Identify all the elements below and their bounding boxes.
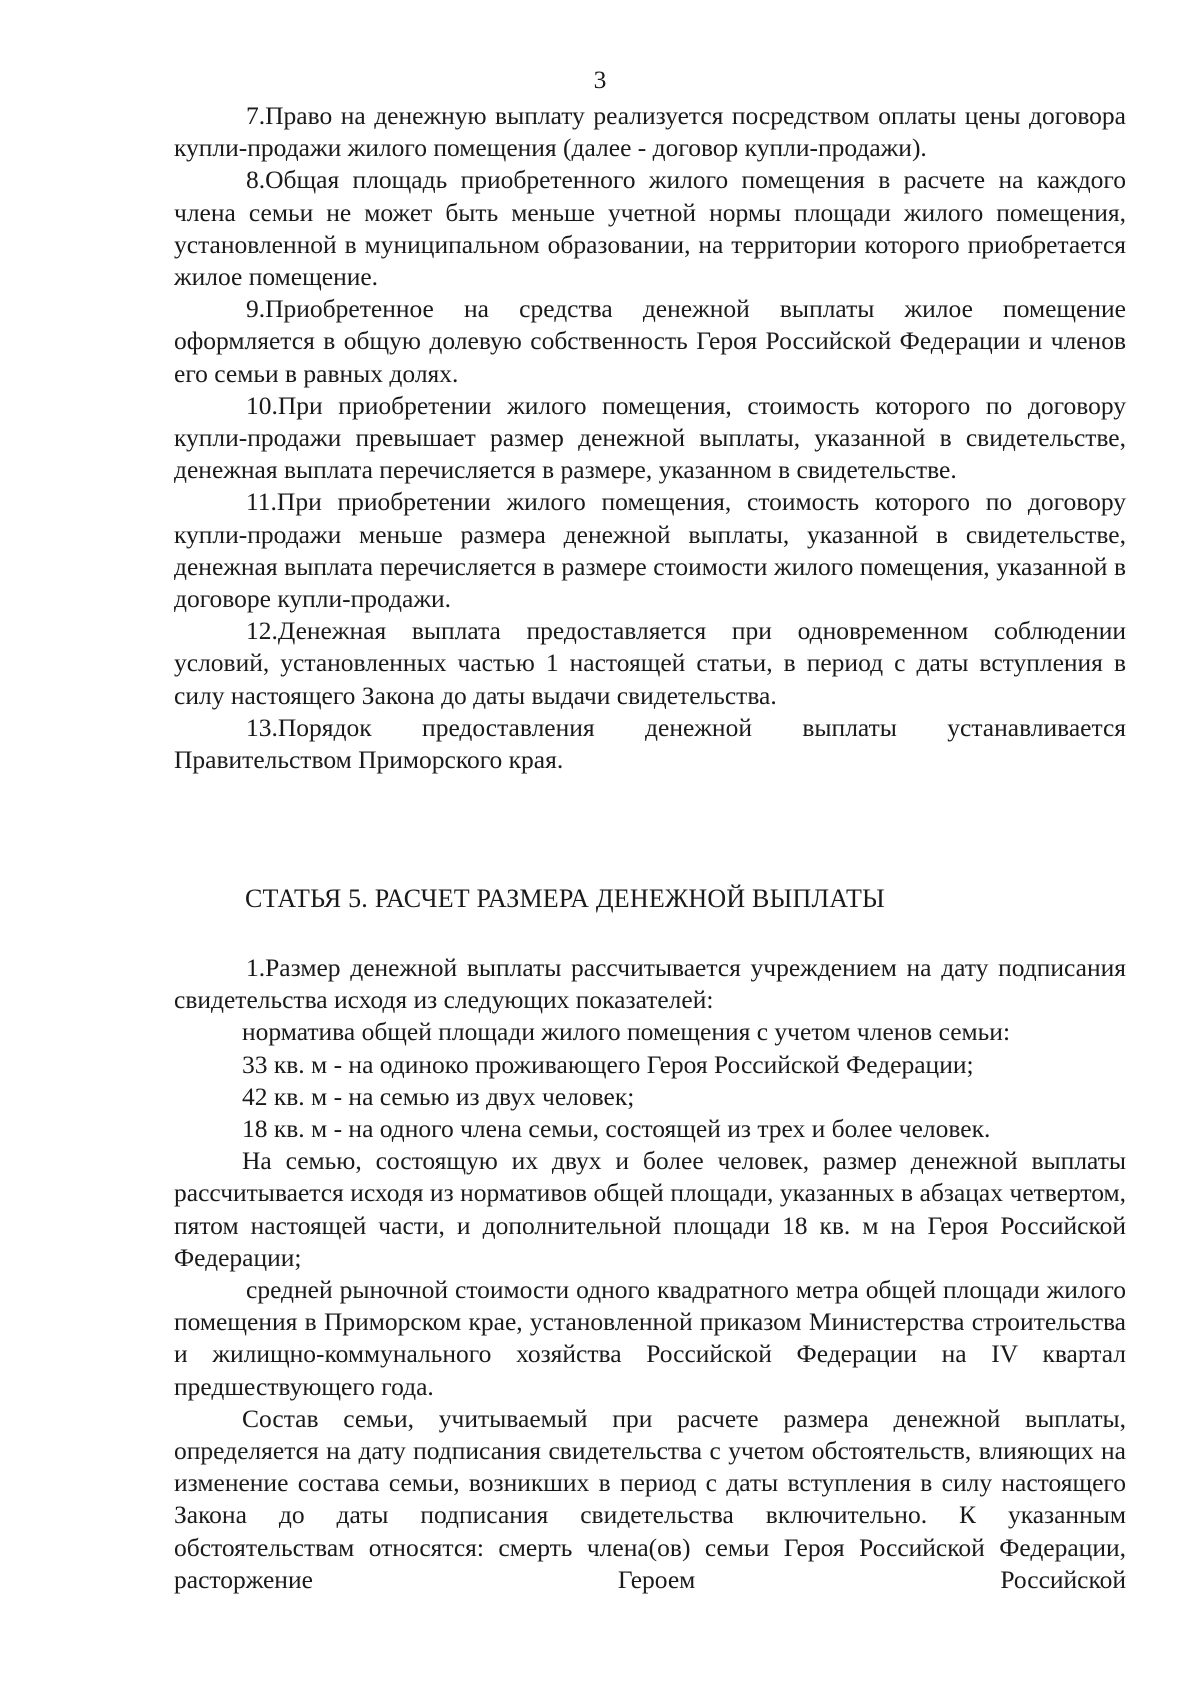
section-article5 (174, 952, 1126, 1596)
article5-paragraph-1: 1.Размер денежной выплаты рассчитывается учреждением на дату подписания свидетельства исходя из следующих показателей: (174, 953, 1126, 1015)
section-article4-continued (174, 100, 1126, 776)
norm-intro: норматива общей площади жилого помещения с учетом членов семьи: (242, 1017, 1011, 1047)
paragraph-12: 12.Денежная выплата предоставляется при одновременном соблюдении условий, установленных частью 1 настоящей статьи, в период с даты вступления в силу настоящего Закона до даты выдачи свидетельства. (174, 616, 1126, 710)
article-5-heading: СТАТЬЯ 5. РАСЧЕТ РАЗМЕРА ДЕНЕЖНОЙ ВЫПЛАТЫ (245, 884, 885, 913)
norm-two: 42 кв. м - на семью из двух человек; (242, 1081, 635, 1111)
paragraph-7: 7.Право на денежную выплату реализуется посредством оплаты цены договора купли-продажи жилого помещения (далее - договор купли-продажи). (174, 101, 1126, 163)
norm-three-plus: 18 кв. м - на одного члена семьи, состоящей из трех и более человек. (242, 1114, 991, 1144)
family-composition-paragraph: Состав семьи, учитываемый при расчете размера денежной выплаты, определяется на дату подписания свидетельства с учетом обстоятельств, влияющих на изменение состава семьи, возникших в период с даты вступления в силу настоящего Закона до даты подписания свидетельства включительно. К указанным обстоятельствам относятся: смерть члена(ов) семьи Героя Российской Федерации, расторжение Героем Российской (174, 1403, 1126, 1594)
additional-area-paragraph: На семью, состоящую их двух и более человек, размер денежной выплаты рассчитывается исходя из нормативов общей площади, указанных в абзацах четвертом, пятом настоящей части, и дополнительной площади 18 кв. м на Героя Российской Федерации; (174, 1146, 1126, 1272)
page-number: 3 (593, 65, 607, 94)
market-price-paragraph: средней рыночной стоимости одного квадратного метра общей площади жилого помещения в Приморском крае, установленной приказом Министерства строительства и жилищно-коммунального хозяйства Российской Федерации на IV квартал предшествующего года. (174, 1275, 1126, 1401)
norm-single: 33 кв. м - на одиноко проживающего Героя Российской Федерации; (242, 1049, 974, 1079)
paragraph-11: 11.При приобретении жилого помещения, стоимость которого по договору купли-продажи меньше размера денежной выплаты, указанной в свидетельстве, денежная выплата перечисляется в размере стоимости жилого помещения, указанной в договоре купли-продажи. (174, 487, 1126, 614)
paragraph-13: 13.Порядок предоставления денежной выплаты устанавливается Правительством Приморского края. (174, 712, 1126, 775)
paragraph-8: 8.Общая площадь приобретенного жилого помещения в расчете на каждого члена семьи не может быть меньше учетной нормы площади жилого помещения, установленной в муниципальном образовании, на территории которого приобретается жилое помещение. (174, 165, 1126, 292)
paragraph-10: 10.При приобретении жилого помещения, стоимость которого по договору купли-продажи превышает размер денежной выплаты, указанной в свидетельстве, денежная выплата перечисляется в размере, указанном в свидетельстве. (174, 390, 1126, 485)
paragraph-9: 9.Приобретенное на средства денежной выплаты жилое помещение оформляется в общую долевую собственность Героя Российской Федерации и членов его семьи в равных долях. (174, 294, 1126, 388)
